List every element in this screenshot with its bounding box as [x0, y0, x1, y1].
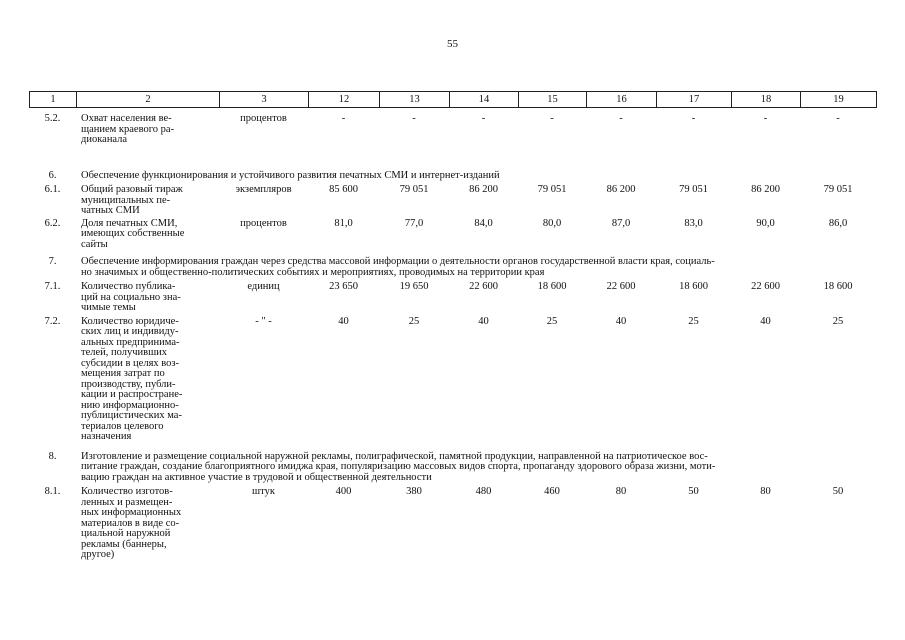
indicator-value: 50: [832, 486, 844, 497]
indicator-value: 85 600: [329, 184, 358, 195]
indicator-value: -: [763, 113, 768, 124]
indicator-value: -: [550, 113, 554, 124]
header-cell: 19: [801, 92, 877, 108]
indicator-value: -: [836, 113, 840, 124]
indicator-name: Количество юридиче- ских лиц и индивиду- альных предпринима- телей, получивших субсидии в целях воз- мещения затрат по производству, публи- кации и распростране- нию информационно- публицистических ма- териалов целевого назначения: [81, 315, 183, 442]
indicator-value: 400: [335, 486, 352, 497]
indicator-value: -: [412, 113, 416, 124]
section-number: 6.: [48, 169, 57, 181]
indicator-value: 22 600: [751, 281, 780, 292]
indicator-number: 7.1.: [44, 281, 61, 292]
indicator-value: 79 051: [537, 184, 567, 195]
indicator-value: 86 200: [606, 184, 636, 195]
indicator-value: 22 600: [469, 281, 498, 292]
section-row: [29, 168, 876, 186]
indicator-value: 87,0: [611, 217, 631, 229]
indicator-name: Количество изготов- ленных и размещен- ных информационных материалов в виде со- циальной наружной рекламы (баннеры, другое): [81, 486, 182, 560]
indicator-row: [29, 317, 876, 449]
indicator-value: 77,0: [404, 217, 424, 229]
indicator-value: 79 051: [399, 184, 429, 195]
indicator-value: -: [341, 113, 346, 124]
indicator-unit: процентов: [240, 217, 287, 229]
indicator-value: 50: [688, 486, 699, 497]
section-title: Изготовление и размещение социальной наружной рекламы, полиграфической, памятной продукции, направленной на патриотическое вос- питание граждан, создание благоприятного имиджа края, популяризацию массовых видов спорта, пропаганду здорового образа жизни, моти- вацию граждан на активное участие в трудовой и общественной деятельности: [81, 450, 716, 483]
indicator-value: 40: [615, 315, 627, 327]
header-cell: 18: [732, 92, 801, 108]
indicator-unit: - " -: [255, 315, 272, 327]
indicator-value: -: [691, 113, 696, 124]
indicator-value: 18 600: [537, 281, 567, 292]
indicator-value: 25: [688, 315, 699, 327]
section-title: Обеспечение информирования граждан через средства массовой информации о деятельности органов государственной власти края, социаль- но значимых и общественно-политических событиях и мероприятиях, проводимых на территории края: [81, 256, 715, 278]
indicator-value: 25: [832, 315, 844, 327]
header-cell: 15: [519, 92, 587, 108]
indicator-value: 83,0: [684, 217, 703, 229]
header-cell: 17: [657, 92, 732, 108]
indicator-value: 460: [544, 486, 560, 497]
indicator-row: [29, 185, 876, 219]
indicator-value: 25: [408, 315, 420, 327]
indicator-table: [29, 114, 876, 561]
indicator-row: [29, 487, 876, 561]
indicator-value: 40: [478, 315, 489, 327]
header-cell: 16: [587, 92, 657, 108]
indicator-value: 40: [760, 315, 771, 327]
indicator-unit: единиц: [247, 281, 280, 292]
section-number: 7.: [48, 256, 57, 267]
indicator-value: -: [619, 113, 623, 124]
indicator-number: 7.2.: [44, 315, 61, 327]
indicator-name: Доля печатных СМИ, имеющих собственные сайты: [81, 217, 185, 250]
indicator-number: 6.2.: [44, 217, 61, 229]
header-cell: 14: [450, 92, 519, 108]
section-row: [29, 254, 876, 282]
header-cell: 12: [309, 92, 380, 108]
indicator-value: 18 600: [679, 281, 708, 292]
indicator-value: 23 650: [329, 281, 358, 292]
indicator-value: 80: [760, 486, 771, 497]
indicator-value: 480: [475, 486, 492, 497]
indicator-value: 84,0: [474, 217, 493, 229]
indicator-value: 40: [338, 315, 349, 327]
indicator-row: [29, 219, 876, 255]
indicator-value: 80,0: [542, 217, 562, 229]
indicator-value: 86,0: [828, 217, 848, 229]
indicator-unit: штук: [252, 486, 275, 497]
indicator-value: 90,0: [756, 217, 775, 229]
section-title: Обеспечение функционирования и устойчивого развития печатных СМИ и интернет-изданий: [81, 169, 500, 181]
indicator-name: Общий разовый тираж муниципальных пе- чатных СМИ: [81, 184, 183, 216]
section-number: 8.: [48, 450, 57, 462]
indicator-value: 81,0: [334, 217, 353, 229]
indicator-value: 80: [615, 486, 627, 497]
indicator-name: Охват населения ве- щанием краевого ра- диоканала: [81, 113, 175, 145]
header-cell: 3: [220, 92, 309, 108]
indicator-row: [29, 114, 876, 168]
column-header-table: [29, 91, 877, 108]
indicator-number: 6.1.: [44, 184, 61, 195]
indicator-row: [29, 282, 876, 317]
section-row: [29, 449, 876, 488]
header-cell: 1: [30, 92, 77, 108]
indicator-value: 86 200: [751, 184, 780, 195]
page-number: 55: [447, 38, 458, 50]
indicator-name: Количество публика- ций на социально зна- чимые темы: [81, 281, 181, 313]
indicator-value: 380: [406, 486, 422, 497]
indicator-value: 86 200: [469, 184, 498, 195]
indicator-unit: процентов: [240, 113, 287, 124]
indicator-number: 8.1.: [44, 486, 61, 497]
indicator-value: 22 600: [606, 281, 636, 292]
indicator-value: 18 600: [823, 281, 853, 292]
indicator-value: 25: [546, 315, 558, 327]
header-cell: 13: [380, 92, 450, 108]
indicator-value: -: [481, 113, 486, 124]
indicator-value: 79 051: [823, 184, 853, 195]
indicator-number: 5.2.: [44, 113, 61, 124]
indicator-value: 19 650: [399, 281, 429, 292]
indicator-value: 79 051: [679, 184, 708, 195]
header-cell: 2: [77, 92, 220, 108]
indicator-unit: экземпляров: [235, 184, 292, 195]
